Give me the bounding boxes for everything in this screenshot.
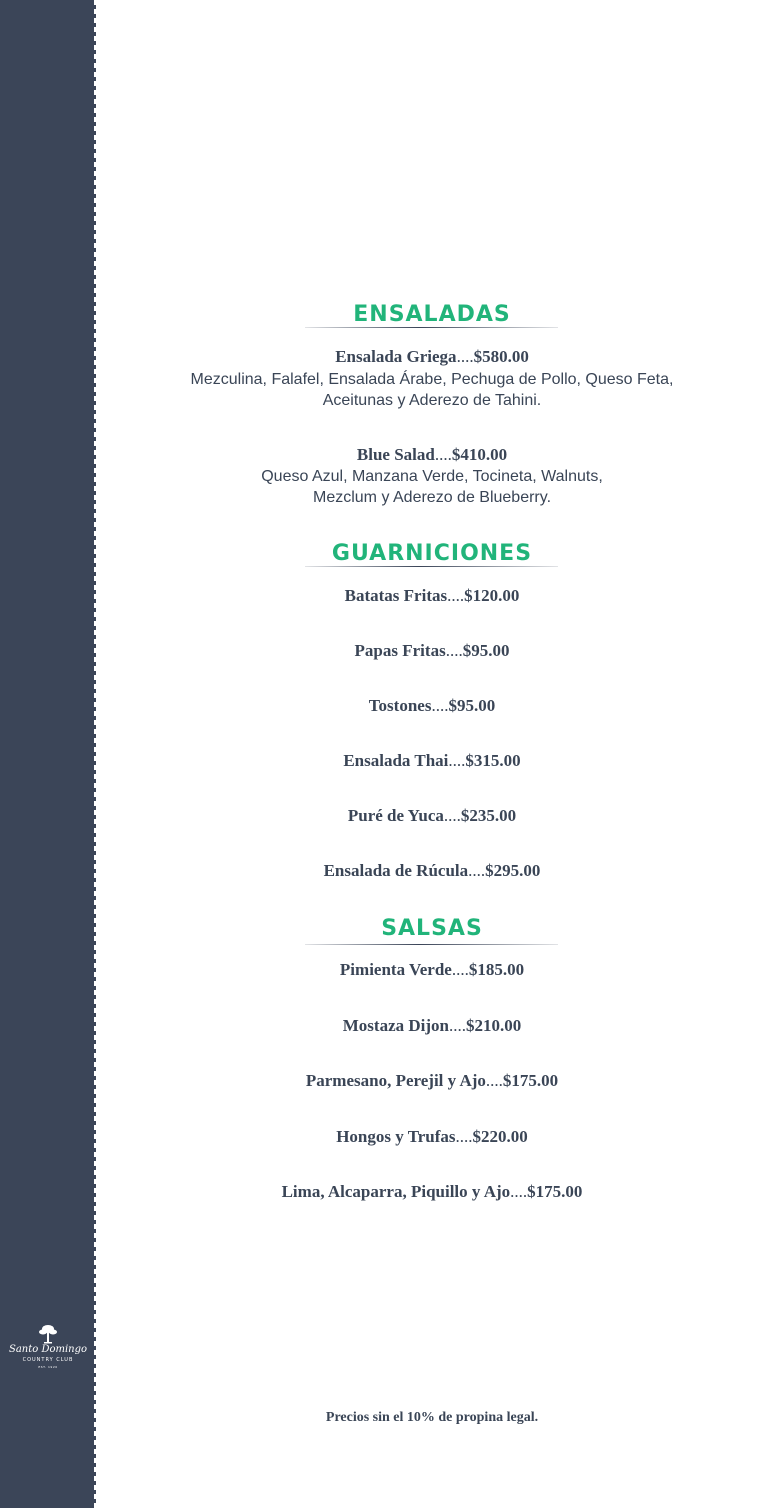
item-name: Mostaza Dijon [342, 1016, 449, 1035]
item-price: $235.00 [460, 806, 517, 825]
item-separator: .... [451, 960, 469, 979]
menu-item [100, 1015, 764, 1037]
item-name: Tostones [368, 696, 432, 715]
item-price: $175.00 [502, 1071, 559, 1090]
item-description [100, 466, 764, 508]
item-price: $175.00 [527, 1182, 583, 1201]
menu-item [100, 1070, 764, 1092]
item-price: $185.00 [468, 960, 525, 979]
item-separator: .... [445, 641, 463, 660]
item-price: $295.00 [485, 861, 541, 880]
logo-script-text: Santo Domingo [8, 1344, 88, 1355]
item-separator: .... [485, 1071, 503, 1090]
item-name: Papas Fritas [354, 641, 446, 660]
item-name: Ensalada de Rúcula [323, 861, 469, 880]
item-separator: .... [455, 1127, 473, 1146]
sidebar-dashed-edge [94, 0, 98, 1508]
item-name: Ensalada Thai [343, 751, 449, 770]
menu-item [100, 860, 764, 882]
item-price: $315.00 [465, 751, 521, 770]
item-description-line: Mezculina, Falafel, Ensalada Árabe, Pechuga de Pollo, Queso Feta, [190, 371, 674, 388]
item-price: $410.00 [451, 445, 508, 464]
section-divider [305, 944, 558, 945]
item-separator: .... [434, 445, 452, 464]
item-price: $220.00 [472, 1127, 528, 1146]
item-separator: .... [447, 586, 465, 605]
item-separator: .... [448, 1016, 466, 1035]
item-price: $210.00 [465, 1016, 522, 1035]
item-price: $580.00 [473, 347, 529, 366]
item-name: Batatas Fritas [344, 586, 448, 605]
item-description [100, 369, 764, 411]
item-price: $95.00 [462, 641, 510, 660]
item-name: Hongos y Trufas [336, 1127, 456, 1146]
menu-item [100, 585, 764, 607]
section-divider [305, 327, 558, 328]
menu-item-ensalada-griega [100, 346, 764, 368]
item-description-line: Queso Azul, Manzana Verde, Tocineta, Walnuts, [261, 468, 603, 485]
item-separator: .... [456, 347, 474, 366]
menu-item [100, 959, 764, 981]
item-price: $120.00 [464, 586, 520, 605]
menu-item-blue-salad [100, 444, 764, 466]
menu-item [100, 640, 764, 662]
item-separator: .... [468, 861, 486, 880]
sidebar [0, 0, 96, 1508]
item-separator: .... [448, 751, 466, 770]
item-name: Ensalada Griega [335, 347, 457, 366]
logo-sub-text: COUNTRY CLUB [22, 1357, 74, 1363]
menu-item [100, 695, 764, 717]
item-separator: .... [431, 696, 449, 715]
item-name: Pimienta Verde [339, 960, 452, 979]
item-name: Puré de Yuca [347, 806, 444, 825]
item-name: Parmesano, Perejil y Ajo [305, 1071, 486, 1090]
club-logo [6, 1324, 90, 1380]
section-title-guarniciones: GUARNICIONES [331, 541, 533, 566]
item-price: $95.00 [448, 696, 496, 715]
section-title-ensaladas: ENSALADAS [353, 302, 511, 327]
section-title-salsas: SALSAS [381, 916, 483, 941]
item-description-line: Aceitunas y Aderezo de Tahini. [322, 392, 542, 409]
menu-item [100, 750, 764, 772]
menu-item [100, 1181, 764, 1203]
palm-tree-icon [35, 1324, 61, 1344]
section-divider [305, 566, 558, 567]
logo-est-text: EST. 1920 [38, 1365, 58, 1369]
item-separator: .... [510, 1182, 528, 1201]
item-name: Lima, Alcaparra, Piquillo y Ajo [281, 1182, 511, 1201]
item-separator: .... [443, 806, 461, 825]
footer-note: Precios sin el 10% de propina legal. [325, 1410, 539, 1425]
menu-item [100, 1126, 764, 1148]
item-name: Blue Salad [356, 445, 435, 464]
item-description-line: Mezclum y Aderezo de Blueberry. [312, 489, 552, 506]
menu-item [100, 805, 764, 827]
